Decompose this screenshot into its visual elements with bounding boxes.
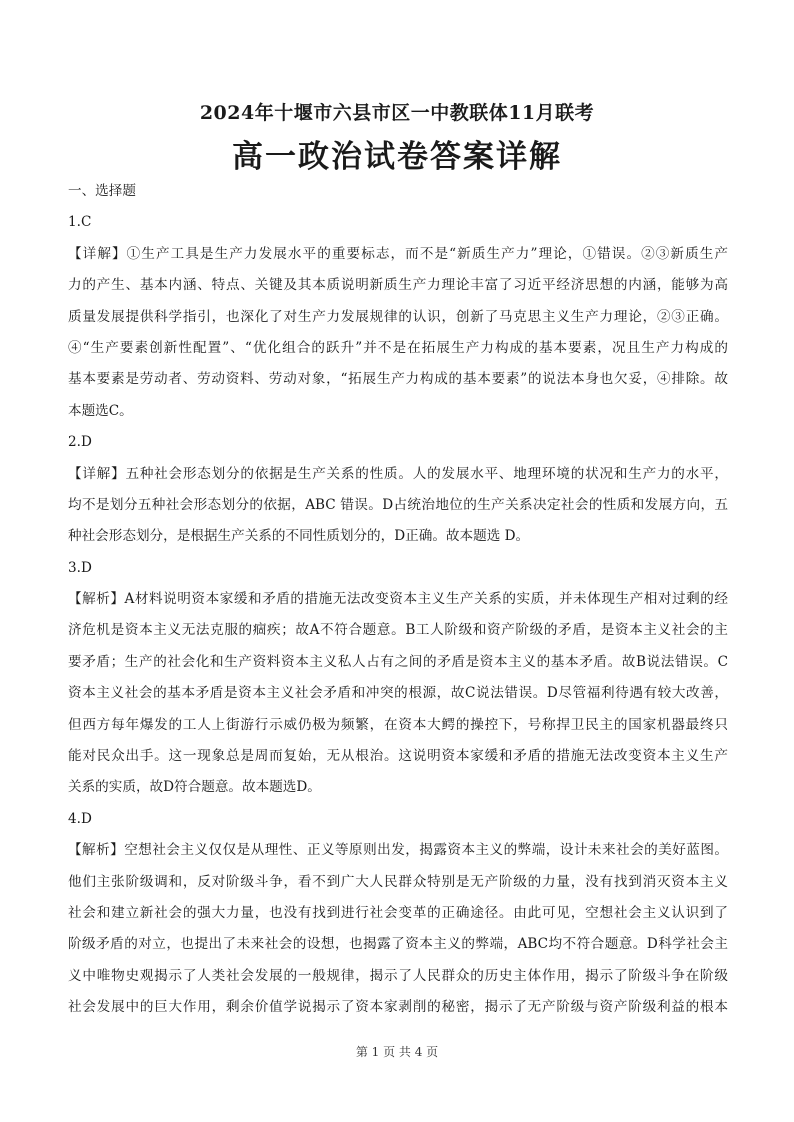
text-line: 3.D	[68, 559, 92, 576]
text-line: 4.D	[68, 810, 92, 827]
text-line: 【解析】A材料说明资本家缓和矛盾的措施无法改变资本主义生产关系的实质，并未体现生产相对过剩的经	[68, 591, 728, 608]
text-line: 一、选择题	[68, 183, 136, 199]
text-line: 关系的实质，故D符合题意。故本题选D。	[68, 779, 321, 796]
text-line: 能对民众出手。这一现象总是周而复始，无从根治。这说明资本家缓和矛盾的措施无法改变资本主义生产	[68, 748, 728, 765]
text-line: 均不是划分五种社会形态划分的依据，ABC 错误。D占统治地位的生产关系决定社会的性质和发展方向，五	[68, 496, 728, 513]
text-line: 资本主义社会的基本矛盾是资本主义社会矛盾和冲突的根源，故C说法错误。D尽管福利待遇有较大改善，	[68, 685, 728, 702]
text-line: ④“生产要素创新性配置”、“优化组合的跃升”并不是在拓展生产力构成的基本要素，况且生产力构成的	[68, 339, 728, 356]
text-line: 【详解】①生产工具是生产力发展水平的重要标志，而不是“新质生产力”理论，①错误。②③新质生产	[68, 245, 728, 262]
text-line: 社会发展中的巨大作用，剩余价值学说揭示了资本家剥削的秘密，揭示了无产阶级与资产阶级利益的根本	[68, 999, 728, 1016]
page-number: 第 1 页 共 4 页	[355, 1045, 439, 1059]
text-line: 基本要素是劳动者、劳动资料、劳动对象，“拓展生产力构成的基本要素”的说法本身也欠妥，④排除。故	[68, 371, 728, 388]
text-line: 他们主张阶级调和，反对阶级斗争，看不到广大人民群众特别是无产阶级的力量，没有找到消灭资本主义	[68, 873, 728, 890]
text-line: 2.D	[68, 434, 92, 451]
text-line: 力的产生、基本内涵、特点、关键及其本质说明新质生产力理论丰富了习近平经济思想的内涵，能够为高	[68, 277, 728, 294]
text-line: 但西方每年爆发的工人上街游行示威仍极为频繁，在资本大鳄的操控下，号称捍卫民主的国家机器最终只	[68, 716, 728, 733]
text-line: 社会和建立新社会的强大力量，也没有找到进行社会变革的正确途径。由此可见，空想社会主义认识到了	[68, 904, 728, 921]
text-line: 本题选C。	[68, 402, 133, 419]
text-line: 【解析】空想社会主义仅仅是从理性、正义等原则出发，揭露资本主义的弊端，设计未来社会的美好蓝图。	[68, 842, 728, 859]
text-line: 济危机是资本主义无法克服的痼疾；故A不符合题意。B工人阶级和资产阶级的矛盾，是资本主义社会的主	[68, 622, 728, 639]
text-line: 1.C	[68, 214, 92, 231]
text-line: 【详解】五种社会形态划分的依据是生产关系的性质。人的发展水平、地理环境的状况和生产力的水平，	[68, 465, 728, 482]
text-line: 阶级矛盾的对立，也提出了未来社会的设想，也揭露了资本主义的弊端，ABC均不符合题意。D科学社会主	[68, 936, 728, 953]
answer-body	[68, 176, 728, 1024]
exam-title: 2024年十堰市六县市区一中教联体11月联考	[199, 102, 595, 124]
text-line: 种社会形态划分，是根据生产关系的不同性质划分的，D正确。故本题选 D。	[68, 528, 530, 545]
text-line: 义中唯物史观揭示了人类社会发展的一般规律，揭示了人民群众的历史主体作用，揭示了阶级斗争在阶级	[68, 967, 728, 984]
text-line: 质量发展提供科学指引，也深化了对生产力发展规律的认识，创新了马克思主义生产力理论，②③正确。	[68, 308, 728, 325]
answer-key-title: 高一政治试卷答案详解	[232, 139, 562, 175]
text-line: 要矛盾；生产的社会化和生产资料资本主义私人占有之间的矛盾是资本主义的基本矛盾。故B说法错误。C	[68, 653, 728, 670]
